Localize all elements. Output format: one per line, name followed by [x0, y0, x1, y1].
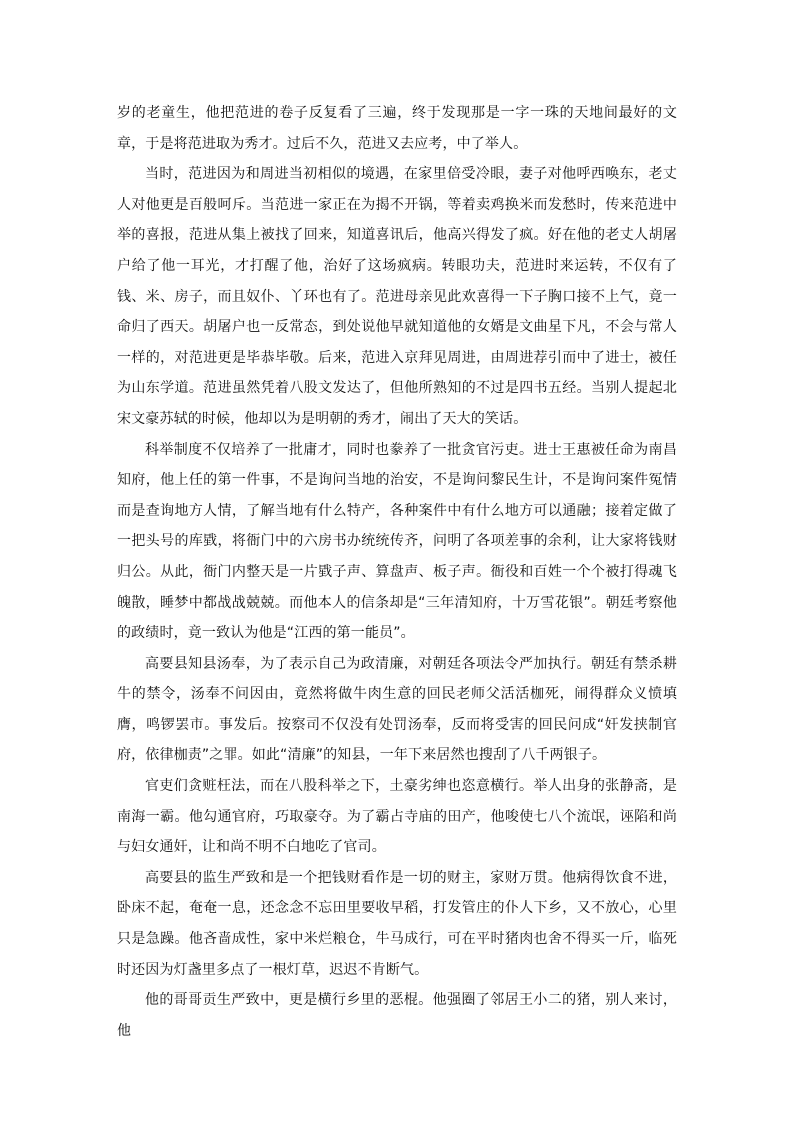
paragraph-3: 科举制度不仅培养了一批庸才，同时也豢养了一批贪官污吏。进士王惠被任命为南昌知府，他上任的第一件事，不是询问当地的治安，不是询问黎民生计，不是询问案件冤情而是查询地方人情，了解当地有什么特产，各种案件中有什么地方可以通融；接着定做了一把头号的库戥，将衙门中的六房书办统统传齐，问明了各项差事的余利，让大家将钱财归公。从此，衙门内整天是一片戥子声、算盘声、板子声。衙役和百姓一个个被打得魂飞魄散，睡梦中都战战兢兢。而他本人的信条却是“三年清知府，十万雪花银”。朝廷考察他的政绩时，竟一致认为他是“江西的第一能员”。	[117, 441, 677, 642]
paragraph-6: 高要县的监生严致和是一个把钱财看作是一切的财主，家财万贯。他病得饮食不进，卧床不起，奄奄一息，还念念不忘田里要收早稻，打发管庄的仆人下乡，又不放心，心里只是急躁。他吝啬成性，家中米烂粮仓，牛马成行，可在平时猪肉也舍不得买一斤，临死时还因为灯盏里多点了一根灯草，迟迟不肯断气。	[117, 869, 677, 978]
paragraph-5: 官吏们贪赃枉法，而在八股科举之下，土豪劣绅也恣意横行。举人出身的张静斋，是南海一霸。他勾通官府，巧取豪夺。为了霸占寺庙的田产，他唆使七八个流氓，诬陷和尚与妇女通奸，让和尚不明不白地吃了官司。	[117, 778, 677, 856]
paragraph-4: 高要县知县汤奉，为了表示自己为政清廉，对朝廷各项法令严加执行。朝廷有禁杀耕牛的禁令，汤奉不问因由，竟然将做牛肉生意的回民老师父活活枷死，闹得群众义愤填膺，鸣锣罢市。事发后。按察司不仅没有处罚汤奉，反而将受害的回民问成“奸发挟制官府，依律枷责”之罪。如此“清廉”的知县，一年下来居然也搜刮了八千两银子。	[117, 655, 677, 764]
paragraph-1: 岁的老童生，他把范进的卷子反复看了三遍，终于发现那是一字一珠的天地间最好的文章，于是将范进取为秀才。过后不久，范进又去应考，中了举人。	[117, 105, 677, 152]
document-page	[117, 98, 677, 1046]
paragraph-2: 当时，范进因为和周进当初相似的境遇，在家里倍受冷眼，妻子对他呼西唤东，老丈人对他更是百般呵斥。当范进一家正在为揭不开锅，等着卖鸡换米而发愁时，传来范进中举的喜报，范进从集上被找了回来，知道喜讯后，他高兴得发了疯。好在他的老丈人胡屠户给了他一耳光，才打醒了他，治好了这场疯病。转眼功夫，范进时来运转，不仅有了钱、米、房子，而且奴仆、丫环也有了。范进母亲见此欢喜得一下子胸口接不上气，竟一命归了西天。胡屠户也一反常态，到处说他早就知道他的女婿是文曲星下凡，不会与常人一样的，对范进更是毕恭毕敬。后来，范进入京拜见周进，由周进荐引而中了进士，被任为山东学道。范进虽然凭着八股文发达了，但他所熟知的不过是四书五经。当别人提起北宋文豪苏轼的时候，他却以为是明朝的秀才，闹出了天大的笑话。	[117, 166, 677, 427]
paragraph-7: 他的哥哥贡生严致中，更是横行乡里的恶棍。他强圈了邻居王小二的猪，别人来讨，他	[117, 992, 677, 1039]
